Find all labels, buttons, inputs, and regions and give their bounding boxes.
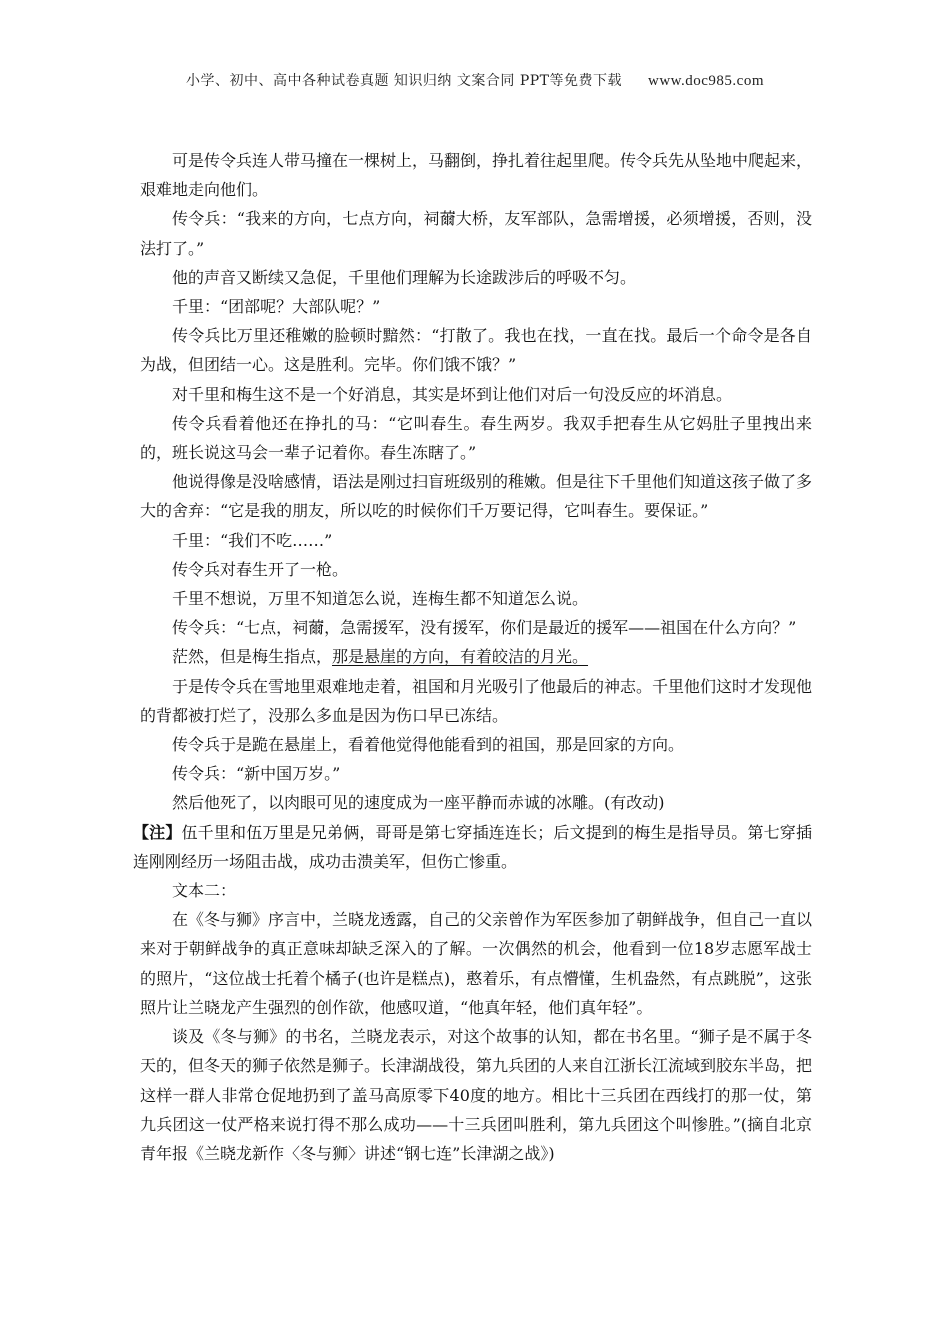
paragraph: 千里：“团部呢？大部队呢？” bbox=[172, 297, 381, 317]
document-body bbox=[133, 146, 813, 1168]
paragraph: 传令兵比万里还稚嫩的脸顿时黯然：“打散了。我也在找，一直在找。最后一个命令是各自为战，但团结一心。这是胜利。完毕。你们饿不饿？” bbox=[140, 326, 812, 375]
underlined-sentence: 那是悬崖的方向，有着皎洁的月光。 bbox=[332, 647, 589, 667]
paragraph: 传令兵：“我来的方向，七点方向，祠薾大桥，友军部队，急需增援，必须增援，否则，没法打了。” bbox=[140, 209, 812, 258]
paragraph: 在《冬与狮》序言中，兰晓龙透露，自己的父亲曾作为军医参加了朝鲜战争，但自己一直以来对于朝鲜战争的真正意味却缺乏深入的了解。一次偶然的机会，他看到一位18岁志愿军战士的照片，“这位战士托着个橘子(也许是糕点)，憨着乐，有点懵懂，生机盎然，有点跳脱”，这张照片让兰晓龙产生强烈的创作欲，他感叹道，“他真年轻，他们真年轻”。 bbox=[140, 910, 813, 1017]
paragraph: 对千里和梅生这不是一个好消息，其实是坏到让他们对后一句没反应的坏消息。 bbox=[172, 384, 733, 404]
section-heading: 文本二： bbox=[172, 881, 237, 901]
paragraph: 千里不想说，万里不知道怎么说，连梅生都不知道怎么说。 bbox=[172, 589, 589, 609]
paragraph: 传令兵：“新中国万岁。” bbox=[172, 764, 341, 784]
header-text: 小学、初中、高中各种试卷真题 知识归纳 文案合同 PPT等免费下载 bbox=[185, 73, 622, 89]
header-url[interactable]: www.doc985.com bbox=[648, 73, 765, 89]
footnote-text: 伍千里和伍万里是兄弟俩，哥哥是第七穿插连连长；后文提到的梅生是指导员。第七穿插连刚刚经历一场阻击战，成功击溃美军，但伤亡惨重。 bbox=[133, 822, 812, 871]
paragraph: 然后他死了，以肉眼可见的速度成为一座平静而赤诚的冰雕。(有改动) bbox=[172, 793, 665, 813]
paragraph: 谈及《冬与狮》的书名，兰晓龙表示，对这个故事的认知，都在书名里。“狮子是不属于冬天的，但冬天的狮子依然是狮子。长津湖战役，第九兵团的人来自江浙长江流域到胶东半岛，把这样一群人非常仓促地扔到了盖马高原零下40度的地方。相比十三兵团在西线打的那一仗，第九兵团这一仗严格来说打得不那么成功——十三兵团叫胜利，第九兵团这个叫惨胜。”(摘自北京青年报《兰晓龙新作〈冬与狮〉讲述“钢七连”长津湖之战》) bbox=[140, 1027, 813, 1163]
paragraph: 传令兵对春生开了一枪。 bbox=[172, 559, 349, 579]
paragraph: 可是传令兵连人带马撞在一棵树上，马翻倒，挣扎着往起里爬。传令兵先从坠地中爬起来，艰难地走向他们。 bbox=[140, 151, 813, 200]
paragraph: 传令兵看着他还在挣扎的马：“它叫春生。春生两岁。我双手把春生从它妈肚子里拽出来的，班长说这马会一辈子记着你。春生冻瞎了。” bbox=[140, 413, 812, 463]
footnote-label: 【注】 bbox=[133, 822, 182, 842]
page-header bbox=[0, 70, 950, 90]
paragraph: 传令兵：“七点，祠薾，急需援军，没有援军，你们是最近的援军——祖国在什么方向？” bbox=[172, 618, 797, 638]
paragraph: 千里：“我们不吃……” bbox=[172, 530, 333, 550]
footnote bbox=[133, 818, 812, 876]
paragraph: 传令兵于是跪在悬崖上，看着他觉得他能看到的祖国，那是回家的方向。 bbox=[172, 735, 685, 755]
paragraph: 于是传令兵在雪地里艰难地走着，祖国和月光吸引了他最后的神志。千里他们这时才发现他的背都被打烂了，没那么多血是因为伤口早已冻结。 bbox=[140, 676, 813, 725]
paragraph-underlined bbox=[140, 642, 812, 671]
paragraph: 他的声音又断续又急促，千里他们理解为长途跋涉后的呼吸不匀。 bbox=[172, 267, 637, 287]
paragraph: 他说得像是没啥感情，语法是刚过扫盲班级别的稚嫩。但是往下千里他们知道这孩子做了多大的舍弃：“它是我的朋友，所以吃的时候你们千万要记得，它叫春生。要保证。” bbox=[140, 472, 813, 521]
paragraph-text: 茫然，但是梅生指点， bbox=[172, 647, 333, 667]
